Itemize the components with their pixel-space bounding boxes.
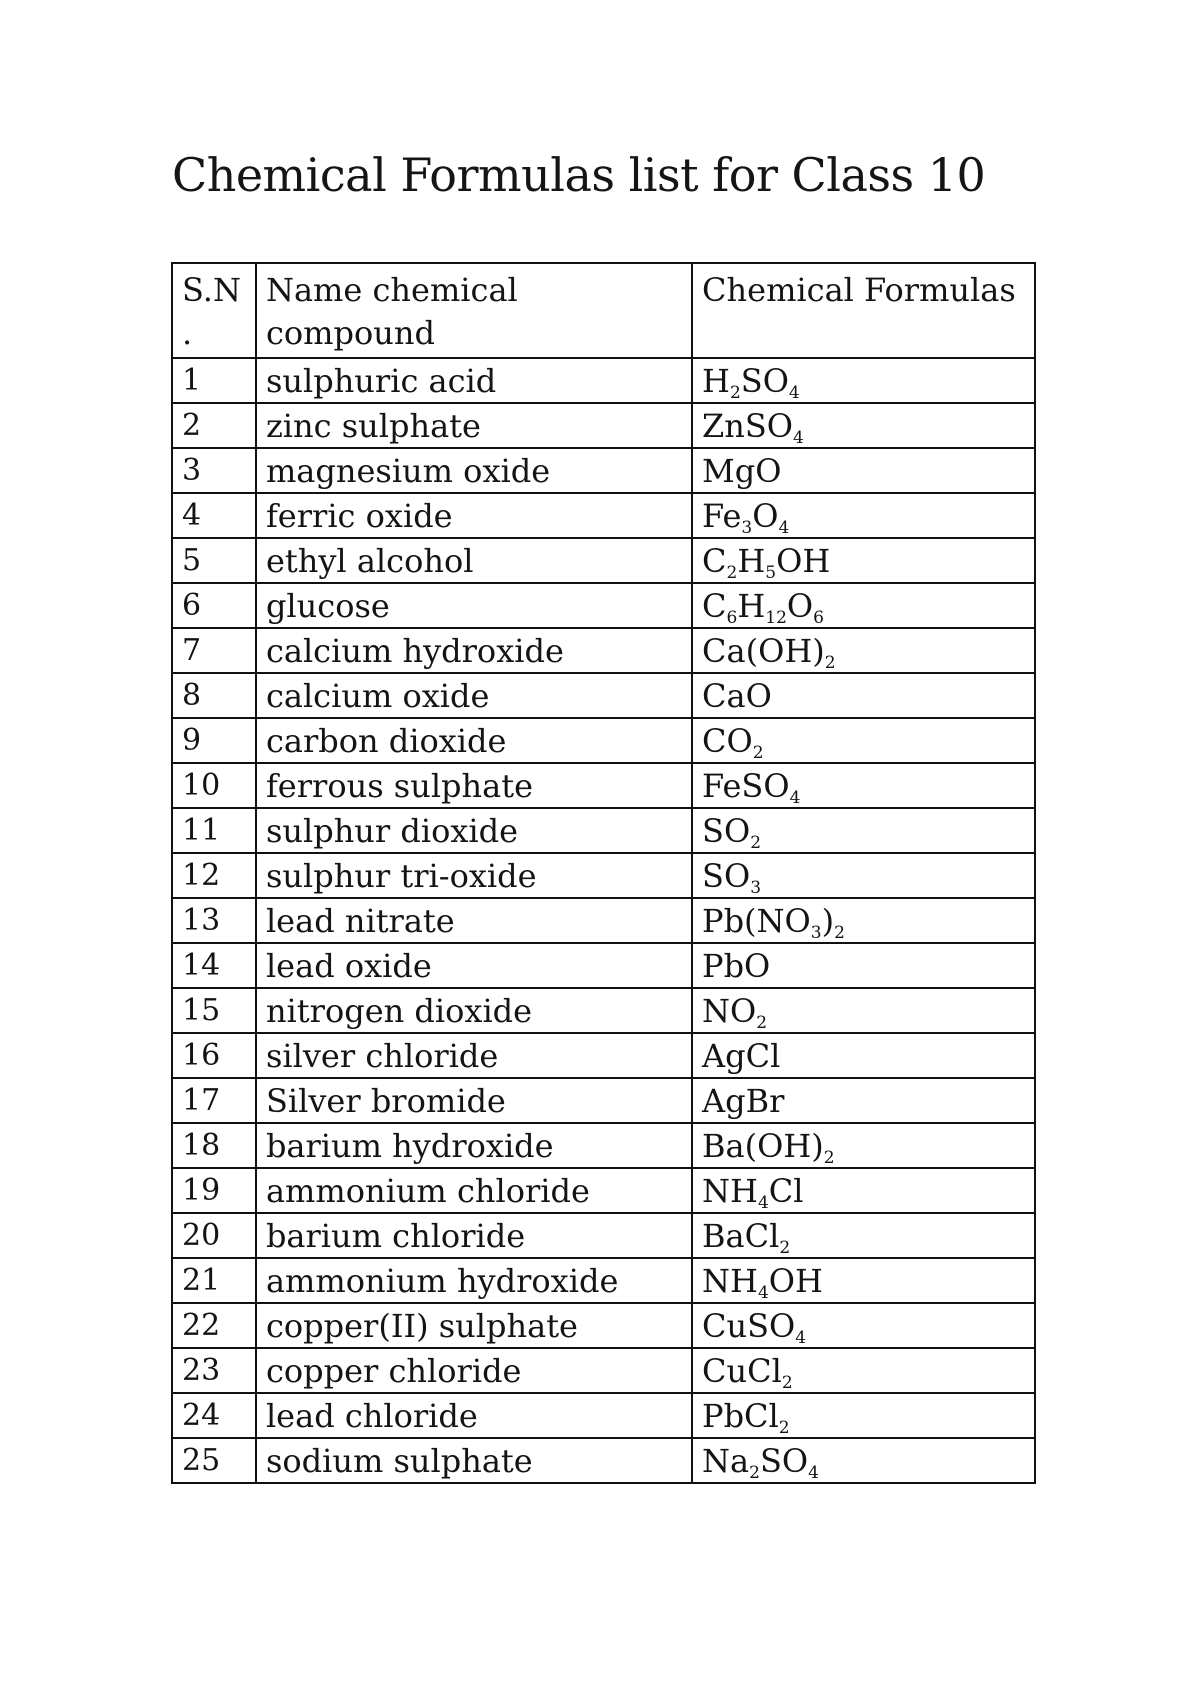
- chemical-formula-cell: $Ba(OH)_2$: [692, 1123, 1035, 1168]
- serial-number-cell: 1: [172, 358, 256, 403]
- table-row: [172, 583, 1035, 628]
- table-header-row: [172, 263, 1035, 358]
- compound-name-cell: Silver bromide: [256, 1078, 692, 1123]
- serial-number-cell: 16: [172, 1033, 256, 1078]
- chemical-formula-cell: CuSO$_4$: [692, 1303, 1035, 1348]
- table-row: [172, 898, 1035, 943]
- chemical-formula-cell: AgBr: [692, 1078, 1035, 1123]
- chemical-formula-cell: BaCl$_2$: [692, 1213, 1035, 1258]
- compound-name-cell: copper chloride: [256, 1348, 692, 1393]
- chemical-formula-cell: $C_2H_5OH$: [692, 538, 1035, 583]
- table-row: [172, 628, 1035, 673]
- header-compound-name: Name chemical compound: [256, 263, 692, 358]
- serial-number-cell: 17: [172, 1078, 256, 1123]
- chemical-formula-cell: $Fe_3O_4$: [692, 493, 1035, 538]
- chemical-formula-cell: CaO: [692, 673, 1035, 718]
- chemical-formulas-table: [171, 262, 1036, 1484]
- table-row: [172, 763, 1035, 808]
- header-serial-number: S.N .: [172, 263, 256, 358]
- table-row: [172, 943, 1035, 988]
- compound-name-cell: sulphur tri-oxide: [256, 853, 692, 898]
- serial-number-cell: 6: [172, 583, 256, 628]
- serial-number-cell: 14: [172, 943, 256, 988]
- chemical-formula-cell: PbO: [692, 943, 1035, 988]
- compound-name-cell: copper(II) sulphate: [256, 1303, 692, 1348]
- serial-number-cell: 10: [172, 763, 256, 808]
- serial-number-cell: 2: [172, 403, 256, 448]
- serial-number-cell: 19: [172, 1168, 256, 1213]
- chemical-formula-cell: $NO_2$: [692, 988, 1035, 1033]
- compound-name-cell: sulphuric acid: [256, 358, 692, 403]
- serial-number-cell: 5: [172, 538, 256, 583]
- chemical-formula-cell: $Na_2SO_4$: [692, 1438, 1035, 1483]
- serial-number-cell: 15: [172, 988, 256, 1033]
- compound-name-cell: calcium hydroxide: [256, 628, 692, 673]
- chemical-formula-cell: $SO_2$: [692, 808, 1035, 853]
- table-row: [172, 808, 1035, 853]
- serial-number-cell: 24: [172, 1393, 256, 1438]
- serial-number-cell: 20: [172, 1213, 256, 1258]
- serial-number-cell: 18: [172, 1123, 256, 1168]
- chemical-formula-cell: $C_6H_{12}O_6$: [692, 583, 1035, 628]
- compound-name-cell: ammonium chloride: [256, 1168, 692, 1213]
- chemical-formula-cell: $Pb(NO_3)_2$: [692, 898, 1035, 943]
- compound-name-cell: barium hydroxide: [256, 1123, 692, 1168]
- table-row: [172, 1033, 1035, 1078]
- compound-name-cell: silver chloride: [256, 1033, 692, 1078]
- serial-number-cell: 23: [172, 1348, 256, 1393]
- table-row: [172, 1123, 1035, 1168]
- table-row: [172, 853, 1035, 898]
- table-row: [172, 1348, 1035, 1393]
- table-row: [172, 358, 1035, 403]
- compound-name-cell: nitrogen dioxide: [256, 988, 692, 1033]
- table-row: [172, 1168, 1035, 1213]
- compound-name-cell: ammonium hydroxide: [256, 1258, 692, 1303]
- compound-name-cell: sulphur dioxide: [256, 808, 692, 853]
- serial-number-cell: 12: [172, 853, 256, 898]
- serial-number-cell: 22: [172, 1303, 256, 1348]
- compound-name-cell: zinc sulphate: [256, 403, 692, 448]
- chemical-formula-cell: MgO: [692, 448, 1035, 493]
- table-row: [172, 1078, 1035, 1123]
- serial-number-cell: 8: [172, 673, 256, 718]
- table-row: [172, 1213, 1035, 1258]
- chemical-formula-cell: $CO_2$: [692, 718, 1035, 763]
- serial-number-cell: 7: [172, 628, 256, 673]
- table-row: [172, 718, 1035, 763]
- chemical-formula-cell: $Ca(OH)_2$: [692, 628, 1035, 673]
- table-row: [172, 988, 1035, 1033]
- chemical-formula-cell: $NH_4OH$: [692, 1258, 1035, 1303]
- compound-name-cell: lead nitrate: [256, 898, 692, 943]
- header-chemical-formula: Chemical Formulas: [692, 263, 1035, 358]
- table-row: [172, 538, 1035, 583]
- compound-name-cell: ferric oxide: [256, 493, 692, 538]
- serial-number-cell: 4: [172, 493, 256, 538]
- serial-number-cell: 25: [172, 1438, 256, 1483]
- chemical-formula-cell: AgCl: [692, 1033, 1035, 1078]
- table-row: [172, 403, 1035, 448]
- serial-number-cell: 9: [172, 718, 256, 763]
- chemical-formula-cell: CuCl$_2$: [692, 1348, 1035, 1393]
- page-title: Chemical Formulas list for Class 10: [172, 148, 986, 202]
- serial-number-cell: 3: [172, 448, 256, 493]
- table-row: [172, 1303, 1035, 1348]
- table-row: [172, 1393, 1035, 1438]
- table-row: [172, 493, 1035, 538]
- table-row: [172, 448, 1035, 493]
- compound-name-cell: glucose: [256, 583, 692, 628]
- table-body: [172, 358, 1035, 1483]
- serial-number-cell: 13: [172, 898, 256, 943]
- table-row: [172, 673, 1035, 718]
- serial-number-cell: 21: [172, 1258, 256, 1303]
- compound-name-cell: barium chloride: [256, 1213, 692, 1258]
- compound-name-cell: ethyl alcohol: [256, 538, 692, 583]
- compound-name-cell: calcium oxide: [256, 673, 692, 718]
- compound-name-cell: lead oxide: [256, 943, 692, 988]
- table-row: [172, 1258, 1035, 1303]
- serial-number-cell: 11: [172, 808, 256, 853]
- chemical-formula-cell: $NH_4Cl$: [692, 1168, 1035, 1213]
- chemical-formula-cell: FeSO$_4$: [692, 763, 1035, 808]
- table-row: [172, 1438, 1035, 1483]
- compound-name-cell: lead chloride: [256, 1393, 692, 1438]
- chemical-formula-cell: PbCl$_2$: [692, 1393, 1035, 1438]
- chemical-formula-cell: $H_2SO_4$: [692, 358, 1035, 403]
- compound-name-cell: ferrous sulphate: [256, 763, 692, 808]
- compound-name-cell: carbon dioxide: [256, 718, 692, 763]
- chemical-formula-cell: ZnSO$_4$: [692, 403, 1035, 448]
- compound-name-cell: sodium sulphate: [256, 1438, 692, 1483]
- chemical-formula-cell: $SO_3$: [692, 853, 1035, 898]
- compound-name-cell: magnesium oxide: [256, 448, 692, 493]
